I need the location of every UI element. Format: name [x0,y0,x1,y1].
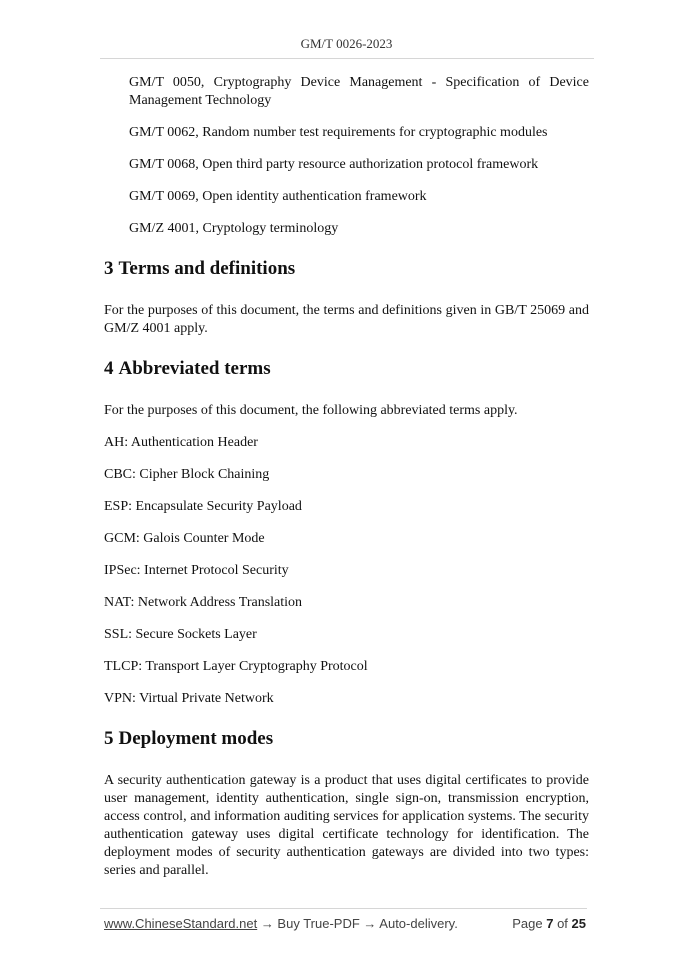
section-number: 5 [104,728,114,749]
footer-divider [100,908,587,909]
abbreviation-item: IPSec: Internet Protocol Security [104,563,289,578]
abbreviation-item: CBC: Cipher Block Chaining [104,467,270,482]
reference-item: GM/T 0068, Open third party resource authorization protocol framework [129,157,539,172]
section-title: Deployment modes [118,728,274,749]
section-4-intro: For the purposes of this document, the following abbreviated terms apply. [104,403,518,418]
section-title: Abbreviated terms [118,358,271,379]
normative-references-list [104,74,589,238]
document-body [104,74,589,894]
header-divider [100,58,594,59]
section-number: 4 [104,358,114,379]
abbreviation-item: VPN: Virtual Private Network [104,691,274,706]
section-title: Terms and definitions [118,258,296,279]
abbreviation-item: SSL: Secure Sockets Layer [104,627,257,642]
page-current: 7 [546,916,554,931]
footer-promo [104,916,458,931]
abbreviation-item: AH: Authentication Header [104,435,258,450]
abbreviation-item: NAT: Network Address Translation [104,595,303,610]
section-5-heading [104,728,589,750]
page-number [512,916,586,931]
reference-item: GM/T 0050, Cryptography Device Management - Specification of Device Management Technology [129,75,589,108]
page-of-label: of [557,916,568,931]
abbreviation-item: ESP: Encapsulate Security Payload [104,499,302,514]
page-label: Page [512,916,543,931]
section-3-heading [104,258,589,280]
section-5-body: A security authentication gateway is a product that uses digital certificates to provide user management, identity authentication, single sign-on, transmission encryption, access control, and information auditing services for application systems. The security authentication gateway uses digital certificate technology for identification. The deployment modes of security authentication gateways are divided into two types: series and parallel. [104,773,589,878]
section-4-heading [104,358,589,380]
reference-item: GM/Z 4001, Cryptology terminology [129,221,339,236]
site-link[interactable]: www.ChineseStandard.net [104,916,258,931]
section-3-body: For the purposes of this document, the terms and definitions given in GB/T 25069 and GM/Z 4001 apply. [104,303,589,336]
section-number: 3 [104,258,114,279]
page-total: 25 [571,916,586,931]
reference-item: GM/T 0069, Open identity authentication framework [129,189,427,204]
page-footer [104,916,586,931]
footer-tagline: → Buy True-PDF → Auto-delivery. [257,916,458,931]
page-header: GM/T 0026-2023 [300,36,393,51]
reference-item: GM/T 0062, Random number test requirements for cryptographic modules [129,125,548,140]
abbreviation-list [104,434,589,708]
abbreviation-item: TLCP: Transport Layer Cryptography Protocol [104,659,368,674]
abbreviation-item: GCM: Galois Counter Mode [104,531,265,546]
